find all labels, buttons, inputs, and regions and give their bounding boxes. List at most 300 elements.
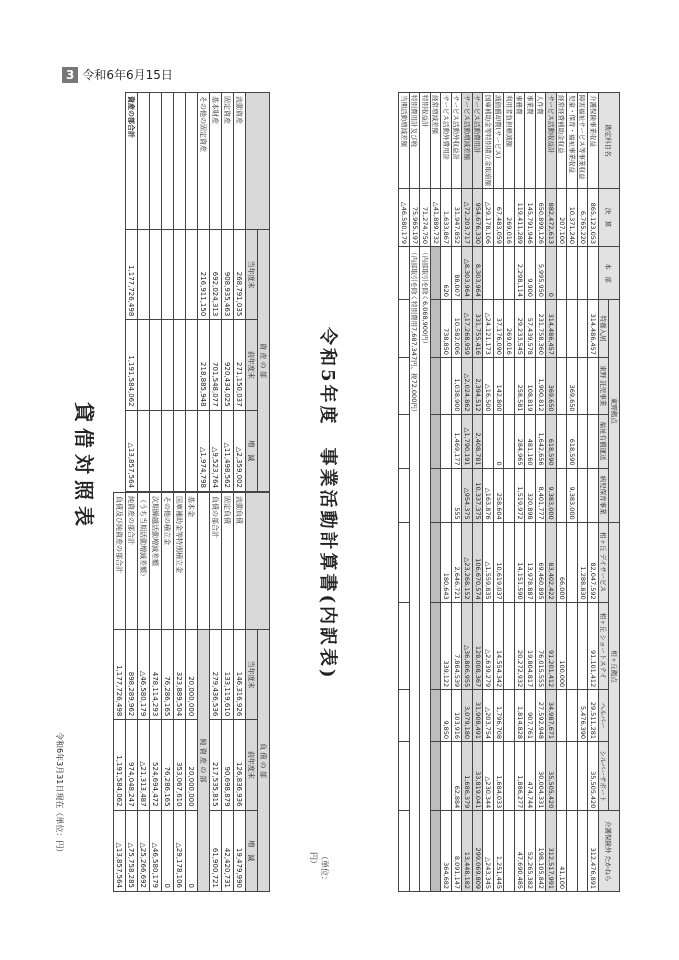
value-cell: 20,000,000 [186, 720, 198, 810]
table-row [567, 93, 578, 892]
table-row [441, 93, 452, 892]
value-cell: 1,686,379 [462, 742, 473, 811]
value-cell [431, 247, 442, 300]
value-cell: △243,345 [483, 811, 494, 892]
value-cell: 31,947,852 [452, 189, 463, 247]
value-cell: 701,548,077 [210, 320, 222, 410]
value-cell: 1,191,584,062 [126, 320, 138, 410]
value-cell: 19,479,990 [234, 810, 246, 891]
value-cell: 0 [186, 810, 198, 891]
value-cell: 920,434,025 [222, 320, 234, 410]
empty-cell [150, 410, 162, 491]
row-label: （うち当期活動増減差額） [138, 493, 150, 630]
value-cell: 128,008,367 [473, 602, 484, 690]
value-cell [399, 602, 410, 690]
value-cell: △954,375 [462, 468, 473, 522]
value-cell: 88,007 [452, 247, 463, 300]
value-cell [483, 414, 494, 468]
row-label: サービス活動外費用計 [441, 93, 452, 189]
value-cell [441, 468, 452, 522]
value-cell: △25,266,692 [138, 810, 150, 891]
value-cell: 1,519,972 [515, 468, 526, 522]
row-label: 経常増減差額 [431, 93, 442, 189]
value-cell: 75,965,197 [410, 189, 421, 247]
row-label: 当期活動増減差額 [399, 93, 410, 189]
value-cell: 269,016 [504, 299, 515, 357]
value-cell: 198,105,842 [536, 811, 547, 892]
value-cell: 271,150,037 [234, 320, 246, 410]
value-cell: 103,916 [452, 690, 463, 742]
value-cell [578, 299, 589, 357]
value-cell: 299,069,809 [473, 811, 484, 892]
value-cell: 35,505,420 [588, 742, 599, 811]
value-cell: 20,272,932 [515, 602, 526, 690]
value-cell [557, 468, 568, 522]
value-cell: 145,791,946 [525, 189, 536, 247]
table-row [525, 93, 536, 892]
value-cell [578, 602, 589, 690]
empty-cell [186, 320, 198, 410]
empty-cell [174, 410, 186, 491]
activity-statement-table [399, 92, 621, 892]
table-row [504, 93, 515, 892]
row-label: 流動負債 [234, 493, 246, 630]
value-cell: △2,639,279 [483, 602, 494, 690]
balance-sheet-date: 令和6年3月31日現在（単位：円） [55, 732, 64, 857]
value-cell: 14,151,590 [515, 522, 526, 602]
empty-cell [198, 493, 210, 630]
empty-cell [186, 410, 198, 491]
value-cell: 9,900 [525, 247, 536, 300]
value-cell: 882,472,613 [546, 189, 557, 247]
value-cell: △17,268,959 [462, 299, 473, 357]
value-cell: △1,559,835 [483, 522, 494, 602]
value-cell: 47,690,485 [515, 811, 526, 892]
value-cell: 231,758,360 [536, 299, 547, 357]
value-cell: 0 [494, 414, 505, 468]
value-cell: 1,177,726,498 [126, 230, 138, 320]
row-label: 児童・保育・福祉事業収益 [567, 93, 578, 189]
value-cell: 1,288,830 [578, 522, 589, 602]
value-cell: 61,900,721 [210, 810, 222, 891]
value-cell: 954,676,330 [473, 189, 484, 247]
value-cell: 268,791,035 [234, 230, 246, 320]
value-cell: 34,987,671 [546, 690, 557, 742]
note-cell: （内部取引を除く特別費用7,687,347円、税72,000円） [410, 247, 421, 892]
value-cell: 692,024,313 [210, 230, 222, 320]
value-cell: 1,684,033 [494, 742, 505, 811]
col-header: 相ヶ丘 ショートステイ [599, 602, 610, 690]
value-cell: 1,469,177 [452, 414, 463, 468]
value-cell [504, 690, 515, 742]
value-cell: 31,908,491 [473, 690, 484, 742]
value-cell: 524,694,472 [150, 720, 162, 810]
value-cell [399, 811, 410, 892]
value-cell [567, 811, 578, 892]
issue-date: 令和6年6月15日 [82, 68, 173, 82]
value-cell: △13,857,564 [126, 410, 138, 491]
value-cell [431, 414, 442, 468]
table-row [557, 93, 568, 892]
value-cell: 738,850 [441, 299, 452, 357]
value-cell [567, 690, 578, 742]
empty-cell [138, 320, 150, 410]
empty-cell [174, 320, 186, 410]
row-label: 負債及び純資産の部合計 [114, 493, 126, 630]
row-label: その他の積立金 [162, 493, 174, 630]
value-cell: 3,079,180 [462, 690, 473, 742]
value-cell: △24,121,173 [483, 299, 494, 357]
value-cell [504, 468, 515, 522]
value-cell [567, 522, 578, 602]
value-cell: 8,303,964 [473, 247, 484, 300]
value-cell [504, 742, 515, 811]
value-cell [431, 299, 442, 357]
table-row [150, 493, 162, 892]
assets-table [125, 92, 270, 492]
value-cell: 1,796,708 [494, 690, 505, 742]
col-header: 特養入居 [599, 299, 610, 357]
value-cell [567, 247, 578, 300]
table-row [198, 93, 210, 492]
table-row [410, 93, 421, 892]
row-label: 固定負債 [222, 493, 234, 630]
liabilities-blank-header [246, 493, 270, 630]
row-label: 利用者負担軽減額 [504, 93, 515, 189]
value-cell: 555 [452, 468, 463, 522]
col-honbu-header: 本 部 [599, 247, 620, 300]
col-header: 増 減 [246, 410, 258, 491]
value-cell [399, 299, 410, 357]
value-cell: 76,286,165 [162, 720, 174, 810]
value-cell: 71,274,750 [420, 189, 431, 247]
value-cell: △11,498,562 [222, 410, 234, 491]
empty-row [150, 93, 162, 492]
value-cell: 1,038,900 [452, 357, 463, 414]
value-cell: 142,800 [494, 357, 505, 414]
value-cell: 14,554,342 [494, 602, 505, 690]
value-cell: △72,203,717 [462, 189, 473, 247]
row-label: 流動資産 [234, 93, 246, 230]
value-cell [504, 414, 515, 468]
value-cell: △9,523,764 [210, 410, 222, 491]
value-cell [431, 602, 442, 690]
value-cell: 91,101,412 [588, 602, 599, 690]
value-cell: 1,642,656 [536, 414, 547, 468]
table-row [210, 493, 222, 892]
value-cell: 620 [441, 247, 452, 300]
value-cell: 279,436,536 [210, 630, 222, 720]
table-row [483, 93, 494, 892]
row-label: 特別費用計及び税 [410, 93, 421, 189]
value-cell: △36,806,955 [462, 602, 473, 690]
empty-cell [138, 410, 150, 491]
row-label: 事務費 [515, 93, 526, 189]
value-cell: 481,160 [525, 414, 536, 468]
value-cell: 312,517,991 [546, 811, 557, 892]
value-cell: △46,580,179 [138, 630, 150, 720]
value-cell: 66,000 [557, 522, 568, 602]
value-cell: 908,935,463 [222, 230, 234, 320]
value-cell: 41,100 [557, 811, 568, 892]
value-cell [557, 247, 568, 300]
value-cell [578, 811, 589, 892]
value-cell [557, 414, 568, 468]
table-row [138, 493, 150, 892]
total-row [126, 93, 138, 492]
value-cell: 10,371,240 [567, 189, 578, 247]
value-cell: △8,303,964 [462, 247, 473, 300]
value-cell: 478,114,293 [150, 630, 162, 720]
empty-row [186, 93, 198, 492]
value-cell: 1,633,867 [441, 189, 452, 247]
value-cell [431, 522, 442, 602]
value-cell: 108,819 [525, 357, 536, 414]
activity-rows [399, 93, 599, 892]
value-cell: 35,505,420 [546, 742, 557, 811]
value-cell: 2,298,114 [515, 247, 526, 300]
value-cell: 126,836,936 [234, 720, 246, 810]
value-cell [578, 414, 589, 468]
row-label: 障害福祉サービス等事業収益 [578, 93, 589, 189]
col-header: 前年度末 [246, 320, 258, 410]
value-cell: 83,402,422 [546, 522, 557, 602]
table-row [452, 93, 463, 892]
value-cell: △46,580,179 [150, 810, 162, 891]
row-label: サービス活動外収益計 [452, 93, 463, 189]
value-cell [399, 414, 410, 468]
value-cell [431, 742, 442, 811]
value-cell: 907,761 [525, 690, 536, 742]
value-cell [431, 690, 442, 742]
row-label: 固定資産 [222, 93, 234, 230]
value-cell: 8,091,147 [452, 811, 463, 892]
value-cell [588, 247, 599, 300]
value-cell: 323,889,504 [174, 630, 186, 720]
value-cell [557, 690, 568, 742]
empty-cell [186, 230, 198, 320]
value-cell: 339,122 [441, 602, 452, 690]
empty-cell [150, 230, 162, 320]
value-cell: 865,123,053 [588, 189, 599, 247]
value-cell: 180,643 [441, 522, 452, 602]
page-header [62, 66, 173, 83]
col-header: 相ヶ丘 デイサービス [599, 522, 610, 602]
value-cell: 314,486,457 [588, 299, 599, 357]
value-cell: 1,900,812 [536, 357, 547, 414]
value-cell: 2,646,721 [452, 522, 463, 602]
value-cell: 258,581 [515, 357, 526, 414]
value-cell: 1,886,277 [515, 742, 526, 811]
table-row [473, 93, 484, 892]
row-label: サービス活動収益計 [546, 93, 557, 189]
empty-row [138, 93, 150, 492]
table-row [222, 93, 234, 492]
rotated-content [55, 92, 620, 892]
table-row [186, 493, 198, 892]
value-cell: 42,420,731 [222, 810, 234, 891]
table-row [114, 493, 126, 892]
value-cell: 474,744 [525, 742, 536, 811]
table-row [494, 93, 505, 892]
value-cell: △230,344 [483, 742, 494, 811]
col-header: 当年度末 [246, 630, 258, 720]
group-higashino-header: 東野拠点 [609, 299, 620, 522]
row-label: 特別収益計 [420, 93, 431, 189]
value-cell [578, 247, 589, 300]
value-cell: △23,268,152 [462, 522, 473, 602]
value-cell: 82,047,592 [588, 522, 599, 602]
value-cell: △21,313,487 [138, 720, 150, 810]
value-cell: 258,604 [494, 468, 505, 522]
col-header: シルバーサポート [599, 742, 610, 811]
value-cell: 119,411,289 [515, 189, 526, 247]
value-cell: △2,024,862 [462, 357, 473, 414]
liabilities-table [113, 492, 270, 892]
value-cell [557, 299, 568, 357]
value-cell [504, 602, 515, 690]
value-cell: 9,850 [441, 690, 452, 742]
value-cell: 106,670,574 [473, 522, 484, 602]
empty-cell [186, 93, 198, 230]
value-cell: △29,178,106 [174, 810, 186, 891]
value-cell: 320,898 [525, 468, 536, 522]
value-cell [588, 357, 599, 414]
empty-cell [174, 93, 186, 230]
value-cell: △16,500 [483, 357, 494, 414]
assets-rows [126, 93, 246, 492]
row-label: 純資産の部合計 [126, 493, 138, 630]
row-label: 事業費 [525, 93, 536, 189]
col-header: 前年度末 [246, 720, 258, 810]
value-cell: 37,176,090 [494, 299, 505, 357]
value-cell: 133,119,610 [222, 630, 234, 720]
value-cell: 90,698,879 [222, 720, 234, 810]
col-header: 病児保育事業 [599, 468, 610, 522]
group-aigaoka-header: 相ヶ丘拠点 [609, 522, 620, 811]
value-cell: 5,476,390 [578, 690, 589, 742]
row-label: 減価償却費(サービス) [494, 93, 505, 189]
value-cell: 33,819,041 [473, 742, 484, 811]
value-cell: 57,439,578 [525, 299, 536, 357]
value-cell [588, 468, 599, 522]
table-row [588, 93, 599, 892]
value-cell [399, 357, 410, 414]
table-row [174, 493, 186, 892]
value-cell [494, 247, 505, 300]
col-header: 増 減 [246, 810, 258, 891]
value-cell: 364,682 [441, 811, 452, 892]
row-label: その他の固定資産 [198, 93, 210, 230]
value-cell [504, 357, 515, 414]
row-label: 経常経費補助金収益 [557, 93, 568, 189]
value-cell: 9,383,000 [567, 468, 578, 522]
value-cell [588, 414, 599, 468]
value-cell: 312,476,891 [588, 811, 599, 892]
table-row [515, 93, 526, 892]
balance-sheet-title: 貸借対照表 [72, 402, 96, 532]
value-cell: 1,251,445 [494, 811, 505, 892]
value-cell: 13,978,887 [525, 522, 536, 602]
value-cell: 8,401,777 [536, 468, 547, 522]
value-cell [441, 357, 452, 414]
value-cell: △1,790,191 [462, 414, 473, 468]
value-cell: 62,884 [452, 742, 463, 811]
row-label: 基本金 [186, 493, 198, 630]
value-cell: 6,765,220 [578, 189, 589, 247]
value-cell: 100,000 [557, 602, 568, 690]
table-row [462, 93, 473, 892]
value-cell: 0 [162, 810, 174, 891]
value-cell: 284,965 [515, 414, 526, 468]
value-cell: 650,899,126 [536, 189, 547, 247]
activity-title: 令和5年度 事業活動計算書(内訳表) [317, 327, 338, 681]
value-cell [441, 414, 452, 468]
activity-unit: （単位：円） [309, 852, 329, 884]
col-header: ヘルパー [599, 690, 610, 742]
value-cell [504, 811, 515, 892]
assets-section-header: 資 産 の 部 [258, 230, 270, 492]
table-row [420, 93, 431, 892]
value-cell: 218,885,948 [198, 320, 210, 410]
value-cell [557, 742, 568, 811]
value-cell [567, 299, 578, 357]
empty-row [162, 93, 174, 492]
value-cell: 353,067,610 [174, 720, 186, 810]
value-cell: 369,650 [546, 357, 557, 414]
value-cell: 216,911,150 [198, 230, 210, 320]
liabilities-section-header: 負 債 の 部 [258, 630, 270, 892]
value-cell [578, 357, 589, 414]
value-cell: 9,383,000 [546, 468, 557, 522]
value-cell: 1,814,828 [515, 690, 526, 742]
value-cell: △75,758,285 [126, 810, 138, 891]
value-cell: 0 [546, 247, 557, 300]
value-cell: 29,511,281 [588, 690, 599, 742]
empty-cell [138, 230, 150, 320]
value-cell: 618,590 [567, 414, 578, 468]
value-cell [557, 357, 568, 414]
value-cell: 76,015,555 [536, 602, 547, 690]
value-cell: 10,582,006 [452, 299, 463, 357]
value-cell: 146,316,926 [234, 630, 246, 720]
table-row [536, 93, 547, 892]
value-cell: 207,100 [557, 189, 568, 247]
value-cell: 974,048,247 [126, 720, 138, 810]
value-cell [441, 742, 452, 811]
value-cell: 2,408,781 [473, 414, 484, 468]
row-label: 人件費 [536, 93, 547, 189]
value-cell: 1,191,584,062 [114, 720, 126, 810]
table-row [431, 93, 442, 892]
empty-cell [162, 410, 174, 491]
value-cell: 19,804,817 [525, 602, 536, 690]
empty-cell [174, 230, 186, 320]
value-cell: 29,233,545 [515, 299, 526, 357]
col-header: 東野 託児事業 [599, 357, 610, 414]
value-cell [431, 357, 442, 414]
empty-cell [162, 320, 174, 410]
empty-cell [150, 93, 162, 230]
row-label: サービス活動増減差額 [462, 93, 473, 189]
value-cell: △41,889,732 [431, 189, 442, 247]
value-cell: 76,286,165 [162, 630, 174, 720]
value-cell: 30,004,331 [536, 742, 547, 811]
value-cell: 91,201,412 [546, 602, 557, 690]
page-number: 3 [62, 67, 78, 83]
value-cell: 1,177,726,498 [114, 630, 126, 720]
table-row [399, 93, 410, 892]
